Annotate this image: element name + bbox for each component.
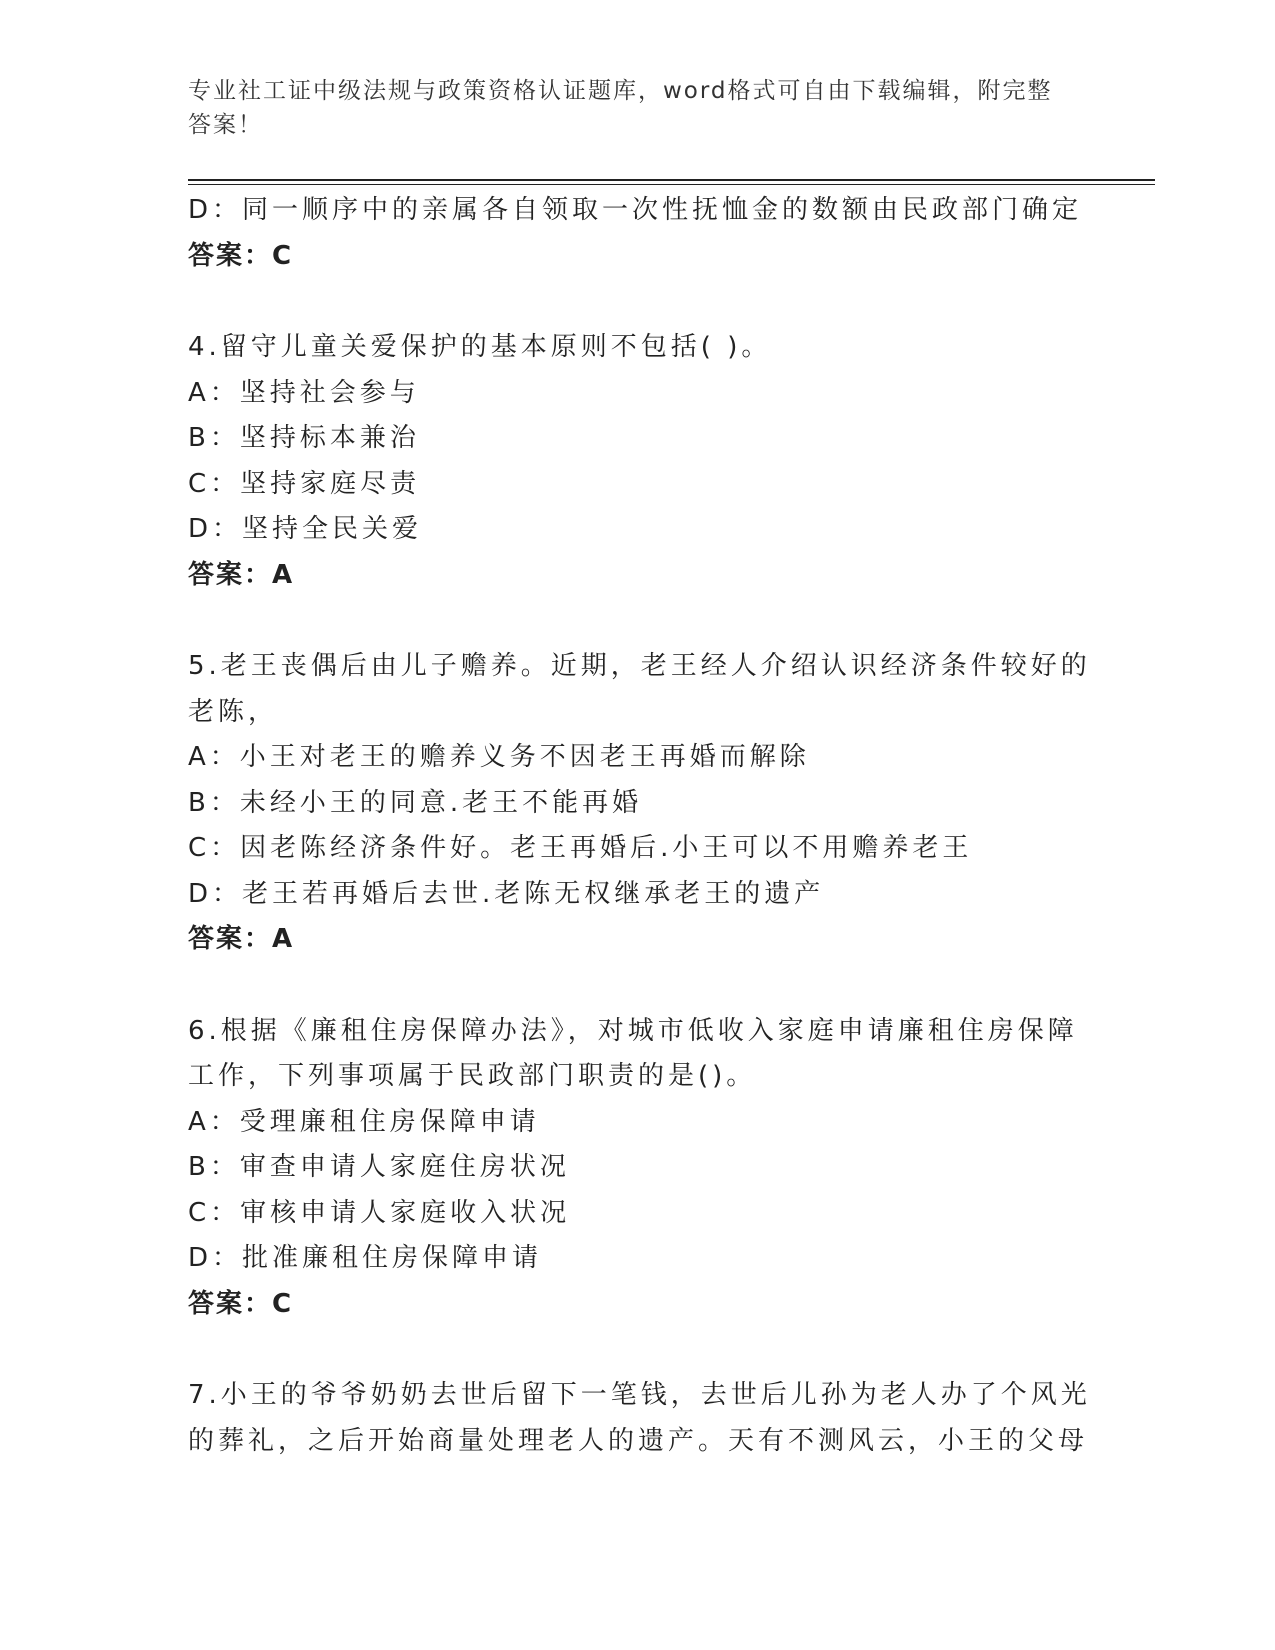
q5-option-a: A：小王对老王的赡养义务不因老王再婚而解除 — [188, 742, 810, 772]
prev-option-d: D：同一顺序中的亲属各自领取一次性抚恤金的数额由民政部门确定 — [188, 195, 1083, 225]
q5-stem-line1: 5.老王丧偶后由儿子赡养。近期，老王经人介绍认识经济条件较好的 — [188, 651, 1091, 681]
q4-option-c: C：坚持家庭尽责 — [188, 468, 421, 499]
q4-option-a: A：坚持社会参与 — [188, 377, 420, 408]
prev-answer: 答案：C — [188, 240, 294, 271]
header-title: 专业社工证中级法规与政策资格认证题库，word格式可自由下载编辑，附完整答案！ — [188, 78, 1053, 138]
q5-answer: 答案：A — [188, 924, 295, 954]
header-rule-thin — [188, 184, 1155, 185]
q4-answer: 答案：A — [188, 559, 295, 590]
header-rule-thick — [188, 179, 1155, 181]
question-content — [188, 188, 1091, 1464]
q6-answer: 答案：C — [188, 1288, 294, 1319]
q5-option-b: B：未经小王的同意.老王不能再婚 — [188, 787, 643, 818]
q6-stem-line2: 工作，下列事项属于民政部门职责的是()。 — [188, 1061, 757, 1091]
q6-option-a: A：受理廉租住房保障申请 — [188, 1106, 540, 1137]
q4-stem: 4.留守儿童关爱保护的基本原则不包括( )。 — [188, 332, 772, 362]
q6-option-c: C：审核申请人家庭收入状况 — [188, 1197, 571, 1228]
q4-option-d: D：坚持全民关爱 — [188, 514, 423, 544]
q4-option-b: B：坚持标本兼治 — [188, 423, 420, 453]
q5-option-c: C：因老陈经济条件好。老王再婚后.小王可以不用赡养老王 — [188, 833, 973, 863]
q7-stem-line1: 7.小王的爷爷奶奶去世后留下一笔钱，去世后儿孙为老人办了个风光 — [188, 1380, 1091, 1410]
q7-stem-line2: 的葬礼，之后开始商量处理老人的遗产。天有不测风云，小王的父母 — [188, 1425, 1089, 1456]
q6-option-b: B：审查申请人家庭住房状况 — [188, 1152, 570, 1182]
q6-stem-line1: 6.根据《廉租住房保障办法》，对城市低收入家庭申请廉租住房保障 — [188, 1015, 1078, 1046]
q5-stem-line2: 老陈， — [188, 696, 279, 727]
q6-option-d: D：批准廉租住房保障申请 — [188, 1243, 543, 1273]
q5-option-d: D：老王若再婚后去世.老陈无权继承老王的遗产 — [188, 878, 825, 909]
